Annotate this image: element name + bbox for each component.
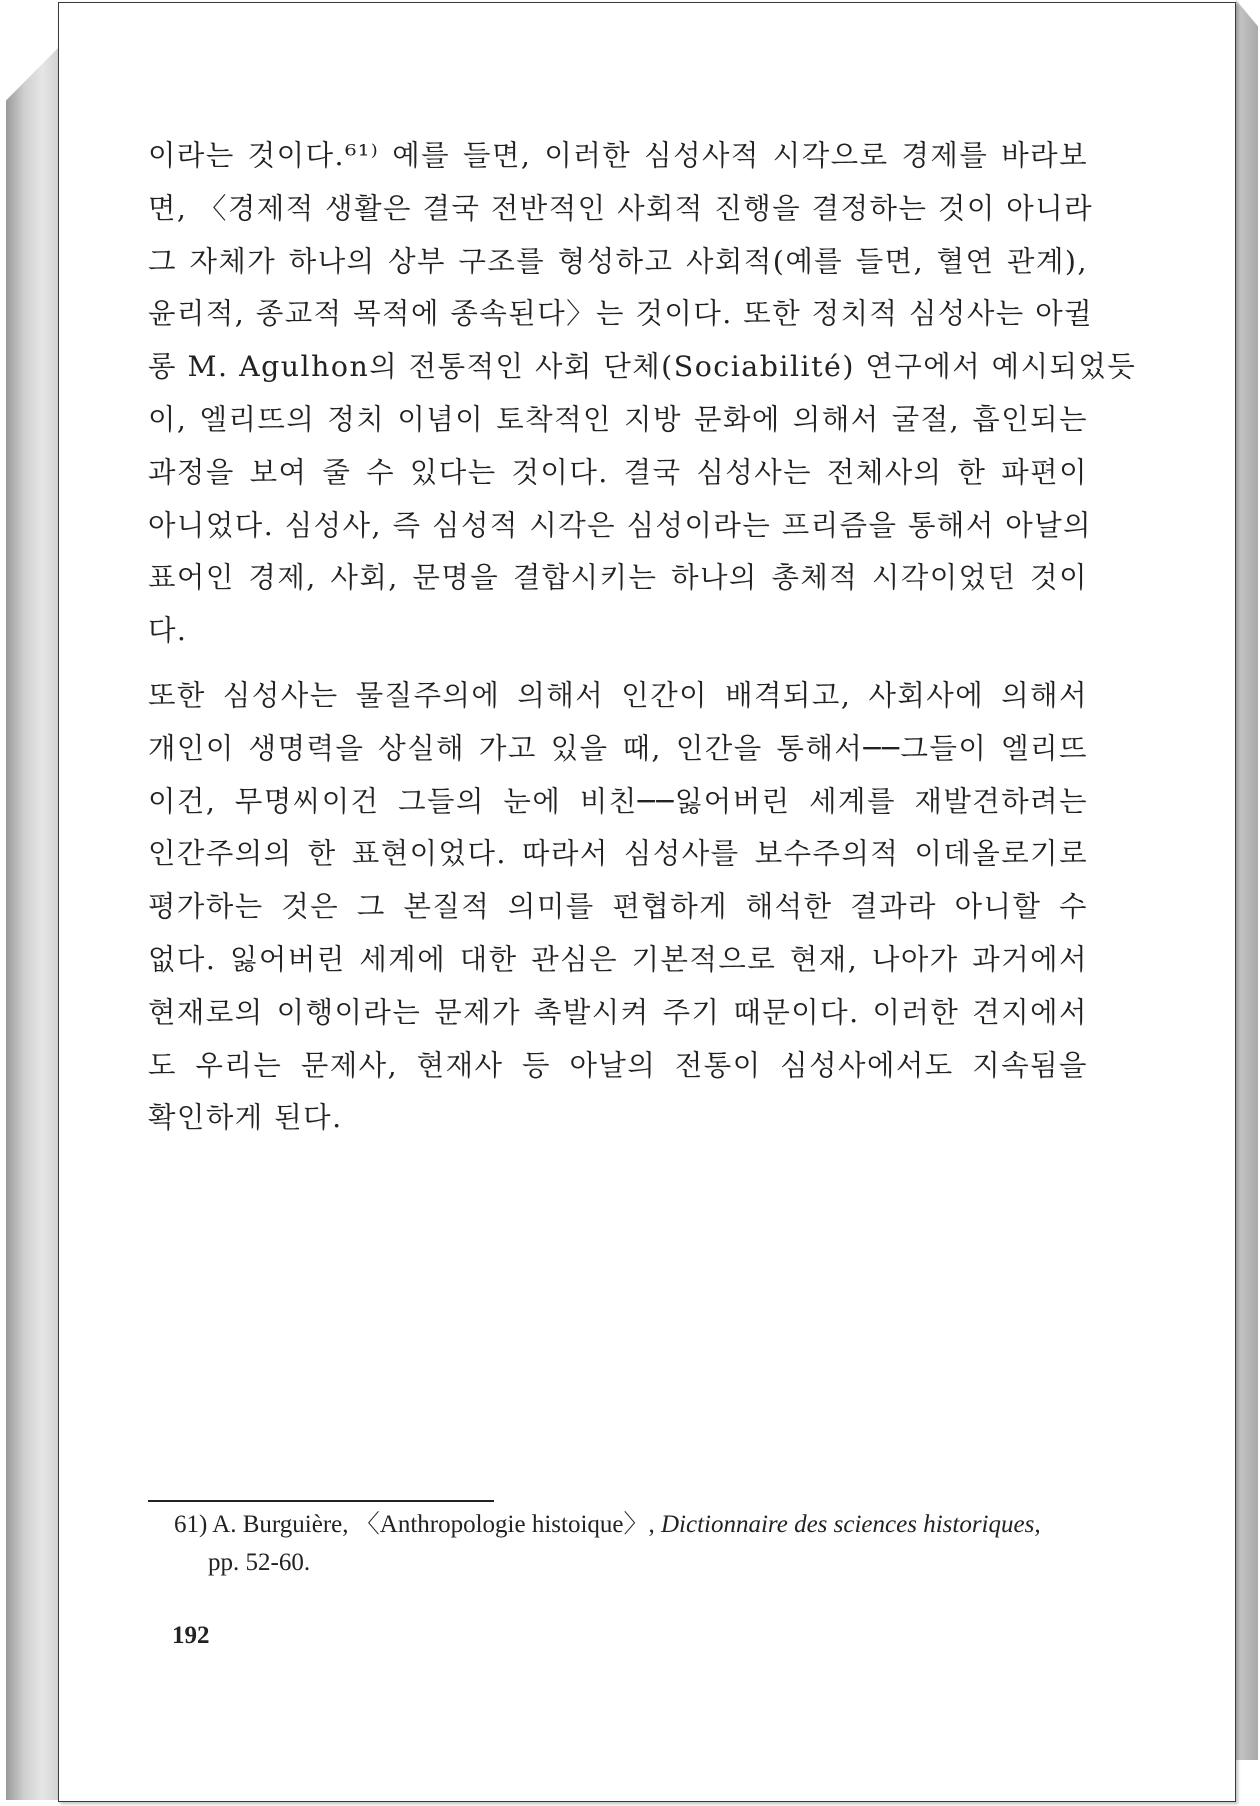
text-line: 이, 엘리뜨의 정치 이념이 토착적인 지방 문화에 의해서 굴절, 흡인되는 — [148, 402, 1088, 436]
text-line: 이건, 무명씨이건 그들의 눈에 비친──잃어버린 세계를 재발견하려는 — [148, 784, 1088, 818]
footnote-citation: A. Burguière, 〈Anthropologie histoique〉, — [212, 1511, 655, 1538]
text-line: 그 자체가 하나의 상부 구조를 형성하고 사회적(예를 들면, 혈연 관계), — [148, 244, 1088, 278]
text-line: 면, 〈경제적 생활은 결국 전반적인 사회적 진행을 결정하는 것이 아니라 — [148, 191, 1094, 225]
back-page-edge — [1236, 0, 1258, 1760]
footnote-pages: pp. 52-60. — [208, 1549, 311, 1576]
text-line: 아니었다. 심성사, 즉 심성적 시각은 심성이라는 프리즘을 통해서 아날의 — [148, 508, 1093, 542]
text-line: 윤리적, 종교적 목적에 종속된다〉는 것이다. 또한 정치적 심성사는 아귈 — [148, 297, 1094, 331]
text-line: 없다. 잃어버린 세계에 대한 관심은 기본적으로 현재, 나아가 과거에서 — [148, 942, 1088, 976]
text-line: 현재로의 이행이라는 문제가 촉발시켜 주기 때문이다. 이러한 견지에서 — [148, 995, 1088, 1029]
text-line: 과정을 보여 줄 수 있다는 것이다. 결국 심성사는 전체사의 한 파편이 — [148, 455, 1088, 489]
footnote-divider — [148, 1500, 494, 1502]
footnote-line — [174, 1506, 1090, 1544]
page-stack-edge — [6, 48, 58, 1800]
text-line: 표어인 경제, 사회, 문명을 결합시키는 하나의 총체적 시각이었던 것이 — [148, 561, 1088, 595]
footnote-source-title: Dictionnaire des sciences historiques, — [661, 1511, 1041, 1538]
footnote-number: 61) — [174, 1511, 208, 1538]
text-line: 인간주의의 한 표현이었다. 따라서 심성사를 보수주의적 이데올로기로 — [148, 837, 1088, 871]
text-line: 이라는 것이다.⁶¹⁾ 예를 들면, 이러한 심성사적 시각으로 경제를 바라보 — [148, 139, 1088, 172]
footnote — [174, 1506, 1090, 1582]
page-number: 192 — [172, 1622, 210, 1649]
text-line: 평가하는 것은 그 본질적 의미를 편협하게 해석한 결과라 아니할 수 — [148, 890, 1088, 924]
text-line: 도 우리는 문제사, 현재사 등 아날의 전통이 심성사에서도 지속됨을 — [148, 1048, 1088, 1082]
body-text — [148, 130, 1137, 1145]
text-line: 개인이 생명력을 상실해 가고 있을 때, 인간을 통해서──그들이 엘리뜨 — [148, 731, 1088, 765]
text-line: 롱 M. Agulhon의 전통적인 사회 단체(Sociabilité) 연구에서 예시되었듯 — [148, 350, 1137, 384]
text-line: 확인하게 된다. — [148, 1101, 343, 1135]
text-line: 또한 심성사는 물질주의에 의해서 인간이 배격되고, 사회사에 의해서 — [148, 678, 1088, 712]
paragraph-gap — [148, 658, 1088, 670]
text-line: 다. — [148, 614, 188, 648]
